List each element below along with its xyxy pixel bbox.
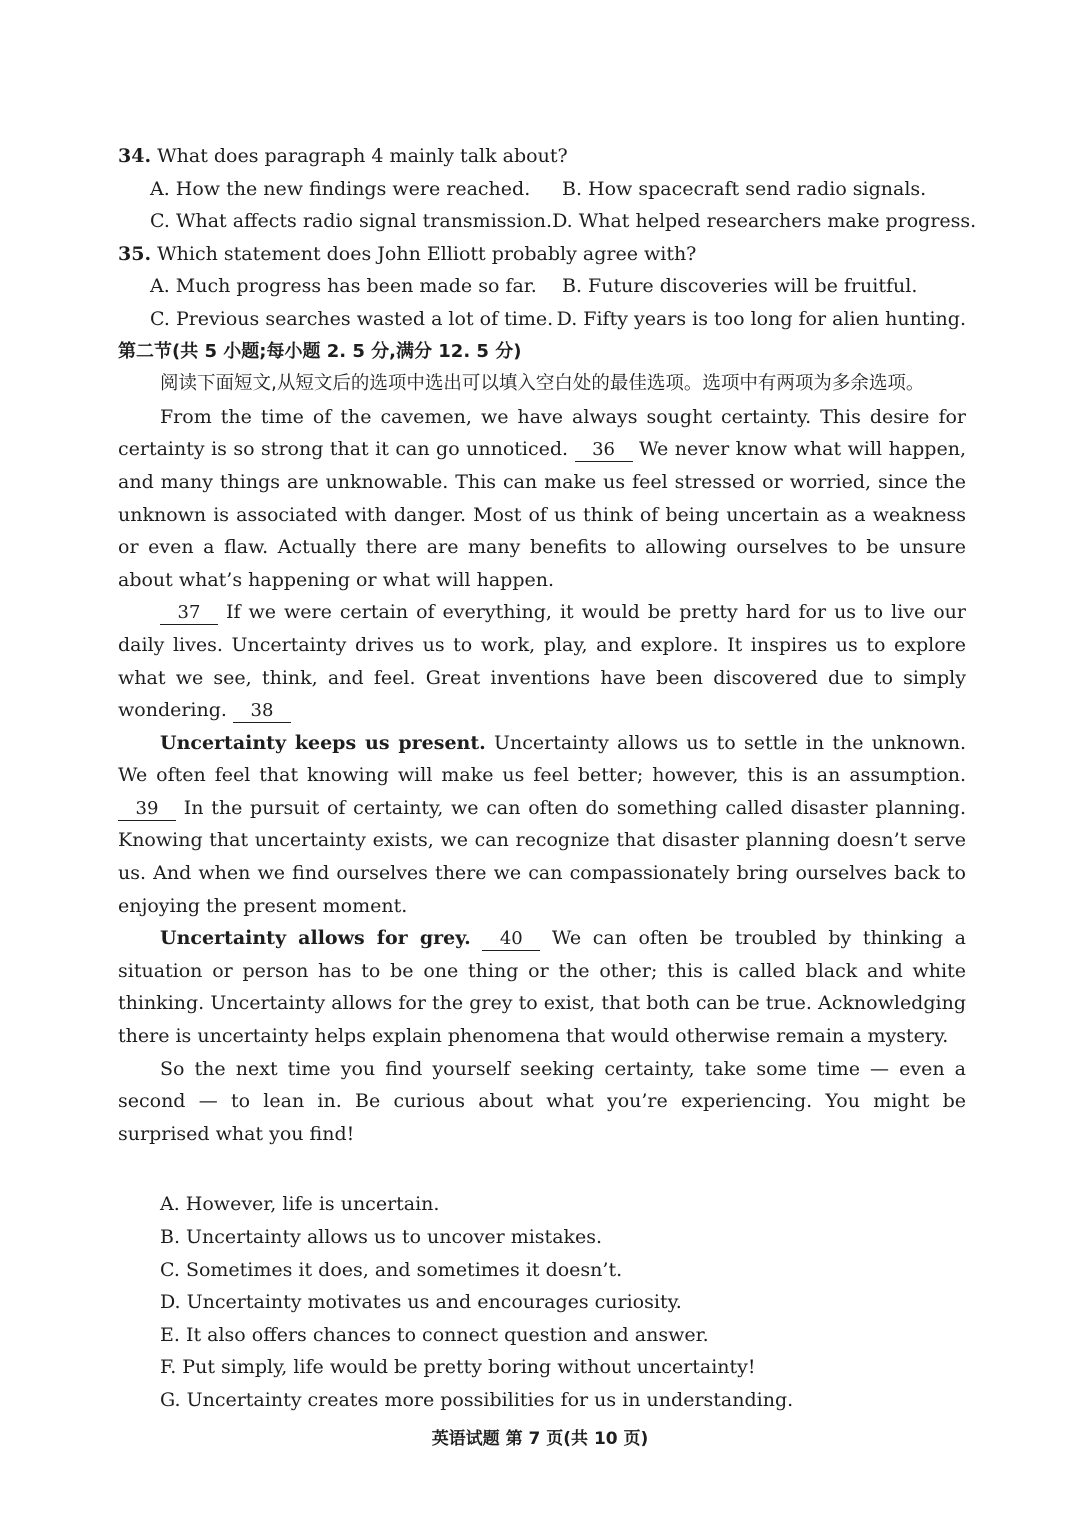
choice-c: C. Sometimes it does, and sometimes it doesn’t.	[160, 1258, 623, 1281]
choice-d: D. Uncertainty motivates us and encourages curiosity.	[160, 1291, 682, 1314]
choice-b: B. Uncertainty allows us to uncover mistakes.	[160, 1226, 603, 1248]
question-number: 35.	[118, 242, 152, 265]
question-stem: What does paragraph 4 mainly talk about?	[157, 145, 568, 167]
option-b: B. Future discoveries will be fruitful.	[562, 275, 918, 298]
option-c: C. What affects radio signal transmission.	[150, 210, 553, 233]
options-row	[118, 270, 966, 303]
passage-paragraph-4	[118, 922, 966, 1052]
paragraph-text: We never know what will happen, and many things are unknowable. This can make us feel stressed or worried, since the unknown is associated with danger. Most of us think of being uncertain as a weakness or even a flaw. Actually there are many benefits to allowing ourselves to be unsure about what’s happening or what will happen.	[118, 438, 966, 591]
paragraph-text: We can often be troubled by thinking a situation or person has to be one thing or the other; this is called black and white thinking. Uncertainty allows for the grey to exist, that both can be true. Acknowledging there is uncertainty helps explain phenomena that would otherwise remain a mystery.	[118, 927, 966, 1048]
paragraph-text: If we were certain of everything, it would be pretty hard for us to live our daily lives. Uncertainty drives us to work, play, and explore. It inspires us to explore what we see, think, and feel. Great inventions have been discovered due to simply wondering.	[118, 601, 966, 722]
passage-paragraph-2	[118, 596, 966, 726]
option-d: D. Fifty years is too long for alien hunting.	[556, 307, 966, 330]
option-a: A. How the new findings were reached.	[150, 177, 531, 200]
option-d: D. What helped researchers make progress.	[552, 210, 977, 233]
blank-37: 37	[160, 602, 218, 625]
options-row	[118, 303, 966, 336]
answer-choices	[118, 1188, 966, 1416]
choice-a: A. However, life is uncertain.	[160, 1193, 440, 1216]
passage-paragraph-3	[118, 727, 966, 923]
section-title: 第二节(共 5 小题;每小题 2. 5 分,满分 12. 5 分)	[118, 340, 522, 362]
blank-40: 40	[482, 928, 540, 951]
options-row	[118, 205, 977, 238]
option-a: A. Much progress has been made so far.	[150, 275, 537, 298]
blank-36: 36	[575, 439, 633, 462]
paragraph-text: In the pursuit of certainty, we can often do something called disaster planning. Knowing that uncertainty exists, we can recognize that disaster planning doesn’t serve us. And when we find ourselves there we can compassionately bring ourselves back to enjoying the present moment.	[118, 796, 966, 917]
section-instruction: 阅读下面短文,从短文后的选项中选出可以填入空白处的最佳选项。选项中有两项为多余选项。	[160, 373, 925, 395]
options-row	[118, 173, 966, 206]
question-34	[118, 140, 966, 173]
paragraph-lead: Uncertainty keeps us present.	[160, 731, 486, 754]
question-stem: Which statement does John Elliott probably agree with?	[157, 242, 697, 265]
passage-paragraph-5: So the next time you find yourself seeking certainty, take some time — even a second — to lean in. Be curious about what you’re experiencing. You might be surprised what you find!	[118, 1057, 966, 1145]
question-35	[118, 238, 966, 271]
question-number: 34.	[118, 145, 152, 167]
paragraph-text: From the time of the cavemen, we have always sought certainty. This desire for certainty is so strong that it can go unnoticed.	[118, 405, 966, 461]
paragraph-lead: Uncertainty allows for grey.	[160, 927, 471, 950]
blank-38: 38	[233, 700, 291, 723]
blank-39: 39	[118, 798, 176, 821]
passage-paragraph-1	[118, 401, 966, 597]
choice-g: G. Uncertainty creates more possibilities for us in understanding.	[160, 1388, 794, 1411]
option-c: C. Previous searches wasted a lot of time.	[150, 307, 554, 330]
choice-e: E. It also offers chances to connect question and answer.	[160, 1323, 709, 1346]
exam-page	[118, 140, 977, 1417]
option-b: B. How spacecraft send radio signals.	[562, 177, 927, 200]
choice-f: F. Put simply, life would be pretty boring without uncertainty!	[160, 1356, 756, 1379]
paragraph-text: Uncertainty allows us to settle in the unknown. We often feel that knowing will make us feel better; however, this is an assumption.	[118, 731, 966, 787]
page-footer: 英语试题 第 7 页(共 10 页)	[431, 1429, 649, 1449]
